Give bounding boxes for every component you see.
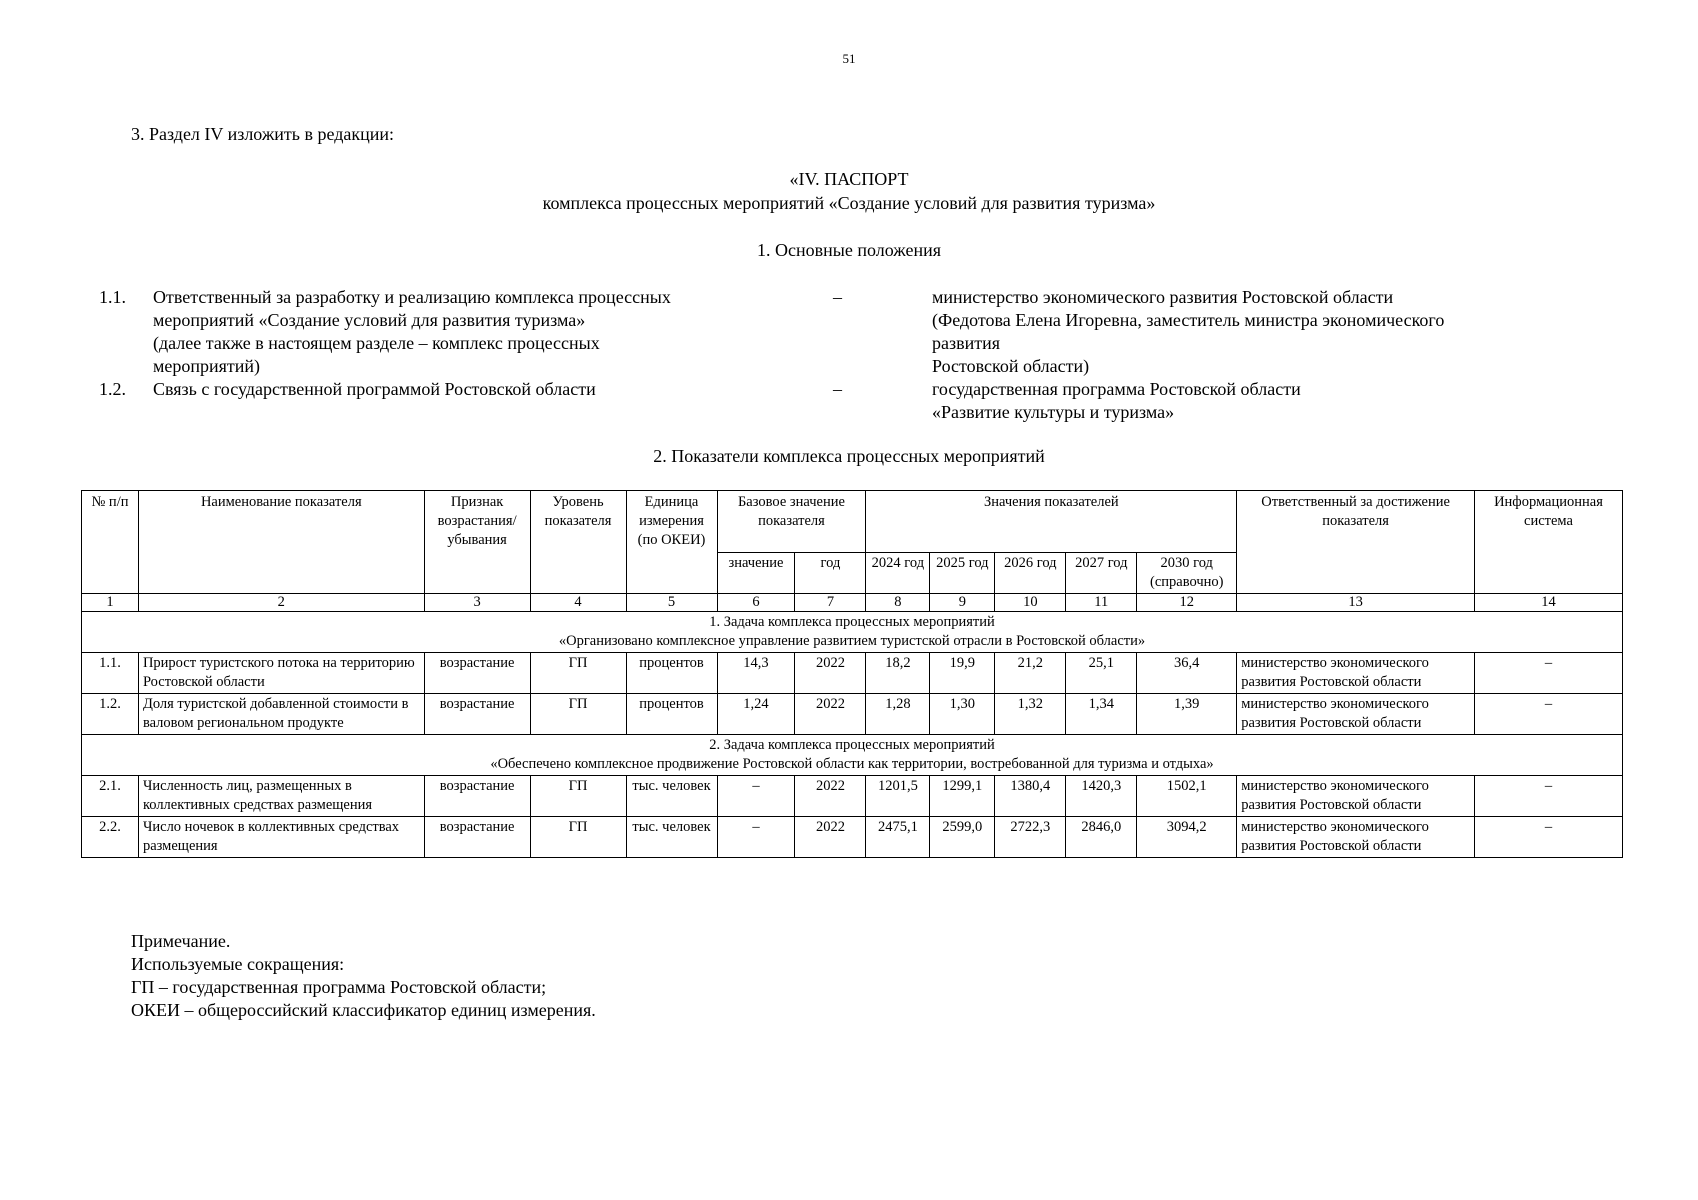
provision-1-dash: – <box>833 287 842 307</box>
provision-2-text: Связь с государственной программой Ростовской области <box>153 379 596 399</box>
section2-title: 2. Показатели комплекса процессных мероприятий <box>653 446 1045 466</box>
row-trend: возрастание <box>424 694 530 735</box>
note-abbrev-title: Используемые сокращения: <box>131 954 345 974</box>
table-row <box>82 817 1623 858</box>
row-responsible: министерство экономического развития Ростовской области <box>1237 653 1475 694</box>
header-2025: 2025 год <box>930 553 995 594</box>
row-unit: тыс. человек <box>626 817 717 858</box>
row-unit: тыс. человек <box>626 776 717 817</box>
row-2025: 19,9 <box>930 653 995 694</box>
row-name: Прирост туристского потока на территорию Ростовской области <box>138 653 424 694</box>
header-level: Уровень показателя <box>530 491 626 594</box>
row-base-year: 2022 <box>795 653 866 694</box>
row-num: 1.2. <box>82 694 139 735</box>
header-unit: Единица измерения (по ОКЕИ) <box>626 491 717 594</box>
header-num: № п/п <box>82 491 139 594</box>
page-number: 51 <box>842 51 856 66</box>
row-2026: 1380,4 <box>995 776 1066 817</box>
col-number: 8 <box>866 594 930 612</box>
row-2024: 2475,1 <box>866 817 930 858</box>
row-level: ГП <box>530 694 626 735</box>
table-row <box>82 653 1623 694</box>
header-2030: 2030 год (справочно) <box>1137 553 1237 594</box>
col-number: 4 <box>530 594 626 612</box>
row-2024: 18,2 <box>866 653 930 694</box>
row-2024: 1,28 <box>866 694 930 735</box>
provision-2-value: государственная программа Ростовской области «Развитие культуры и туризма» <box>932 379 1301 422</box>
col-number: 11 <box>1066 594 1137 612</box>
header-2024: 2024 год <box>866 553 930 594</box>
row-trend: возрастание <box>424 776 530 817</box>
row-level: ГП <box>530 776 626 817</box>
task-row <box>82 735 1623 776</box>
header-name: Наименование показателя <box>138 491 424 594</box>
row-base-year: 2022 <box>795 817 866 858</box>
row-name: Число ночевок в коллективных средствах размещения <box>138 817 424 858</box>
header-2026: 2026 год <box>995 553 1066 594</box>
header-responsible: Ответственный за достижение показателя <box>1237 491 1475 594</box>
row-base-year: 2022 <box>795 694 866 735</box>
passport-title: «IV. ПАСПОРТ <box>789 169 909 189</box>
row-infosystem: – <box>1474 694 1622 735</box>
col-number: 9 <box>930 594 995 612</box>
row-2026: 1,32 <box>995 694 1066 735</box>
row-trend: возрастание <box>424 817 530 858</box>
row-2027: 1420,3 <box>1066 776 1137 817</box>
indicators-table <box>81 490 1623 858</box>
column-numbers-row <box>82 594 1623 612</box>
task-row <box>82 612 1623 653</box>
row-2030: 3094,2 <box>1137 817 1237 858</box>
row-infosystem: – <box>1474 776 1622 817</box>
row-2026: 2722,3 <box>995 817 1066 858</box>
col-number: 12 <box>1137 594 1237 612</box>
row-num: 1.1. <box>82 653 139 694</box>
row-base-value: 1,24 <box>717 694 795 735</box>
row-2030: 1,39 <box>1137 694 1237 735</box>
note-abbrev-okei: ОКЕИ – общероссийский классификатор единиц измерения. <box>131 1000 596 1020</box>
row-level: ГП <box>530 817 626 858</box>
row-responsible: министерство экономического развития Ростовской области <box>1237 776 1475 817</box>
row-2030: 36,4 <box>1137 653 1237 694</box>
row-level: ГП <box>530 653 626 694</box>
task1-title: 1. Задача комплекса процессных мероприятий «Организовано комплексное управление развитием туристской отрасли в Ростовской области» <box>82 612 1623 653</box>
table-row <box>82 694 1623 735</box>
col-number: 1 <box>82 594 139 612</box>
header-base-value: значение <box>717 553 795 594</box>
row-2027: 1,34 <box>1066 694 1137 735</box>
col-number: 3 <box>424 594 530 612</box>
header-values: Значения показателей <box>866 491 1237 553</box>
row-2024: 1201,5 <box>866 776 930 817</box>
row-num: 2.1. <box>82 776 139 817</box>
passport-subtitle: комплекса процессных мероприятий «Создание условий для развития туризма» <box>542 193 1156 213</box>
row-base-value: – <box>717 817 795 858</box>
header-base: Базовое значение показателя <box>717 491 866 553</box>
header-base-year: год <box>795 553 866 594</box>
header-trend: Признак возрастания/ убывания <box>424 491 530 594</box>
col-number: 2 <box>138 594 424 612</box>
provision-1-number: 1.1. <box>99 287 126 307</box>
row-base-year: 2022 <box>795 776 866 817</box>
row-trend: возрастание <box>424 653 530 694</box>
row-unit: процентов <box>626 694 717 735</box>
col-number: 13 <box>1237 594 1475 612</box>
row-2026: 21,2 <box>995 653 1066 694</box>
col-number: 14 <box>1474 594 1622 612</box>
row-name: Численность лиц, размещенных в коллективных средствах размещения <box>138 776 424 817</box>
col-number: 5 <box>626 594 717 612</box>
provision-1-value: министерство экономического развития Ростовской области (Федотова Елена Игоревна, заместитель министра экономического развития Ростовской области) <box>932 287 1445 376</box>
row-2025: 2599,0 <box>930 817 995 858</box>
header-infosystem: Информационная система <box>1474 491 1622 594</box>
provision-2-number: 1.2. <box>99 379 126 399</box>
table-row <box>82 776 1623 817</box>
row-2030: 1502,1 <box>1137 776 1237 817</box>
row-responsible: министерство экономического развития Ростовской области <box>1237 817 1475 858</box>
section1-title: 1. Основные положения <box>757 240 941 260</box>
row-2025: 1,30 <box>930 694 995 735</box>
row-num: 2.2. <box>82 817 139 858</box>
row-infosystem: – <box>1474 653 1622 694</box>
row-2025: 1299,1 <box>930 776 995 817</box>
row-infosystem: – <box>1474 817 1622 858</box>
note-abbrev-gp: ГП – государственная программа Ростовской области; <box>131 977 547 997</box>
header-2027: 2027 год <box>1066 553 1137 594</box>
row-name: Доля туристской добавленной стоимости в валовом региональном продукте <box>138 694 424 735</box>
col-number: 10 <box>995 594 1066 612</box>
row-2027: 25,1 <box>1066 653 1137 694</box>
provision-1-text: Ответственный за разработку и реализацию комплекса процессных мероприятий «Создание условий для развития туризма» (далее также в настоящем разделе – комплекс процессных мероприятий) <box>153 287 671 376</box>
task2-title: 2. Задача комплекса процессных мероприятий «Обеспечено комплексное продвижение Ростовской области как территории, востребованной для туризма и отдыха» <box>82 735 1623 776</box>
row-responsible: министерство экономического развития Ростовской области <box>1237 694 1475 735</box>
notes <box>131 930 596 1022</box>
row-2027: 2846,0 <box>1066 817 1137 858</box>
row-unit: процентов <box>626 653 717 694</box>
provision-2-dash: – <box>833 379 842 399</box>
col-number: 7 <box>795 594 866 612</box>
row-base-value: – <box>717 776 795 817</box>
note-title: Примечание. <box>131 931 231 951</box>
row-base-value: 14,3 <box>717 653 795 694</box>
col-number: 6 <box>717 594 795 612</box>
intro-text: 3. Раздел IV изложить в редакции: <box>131 124 395 144</box>
